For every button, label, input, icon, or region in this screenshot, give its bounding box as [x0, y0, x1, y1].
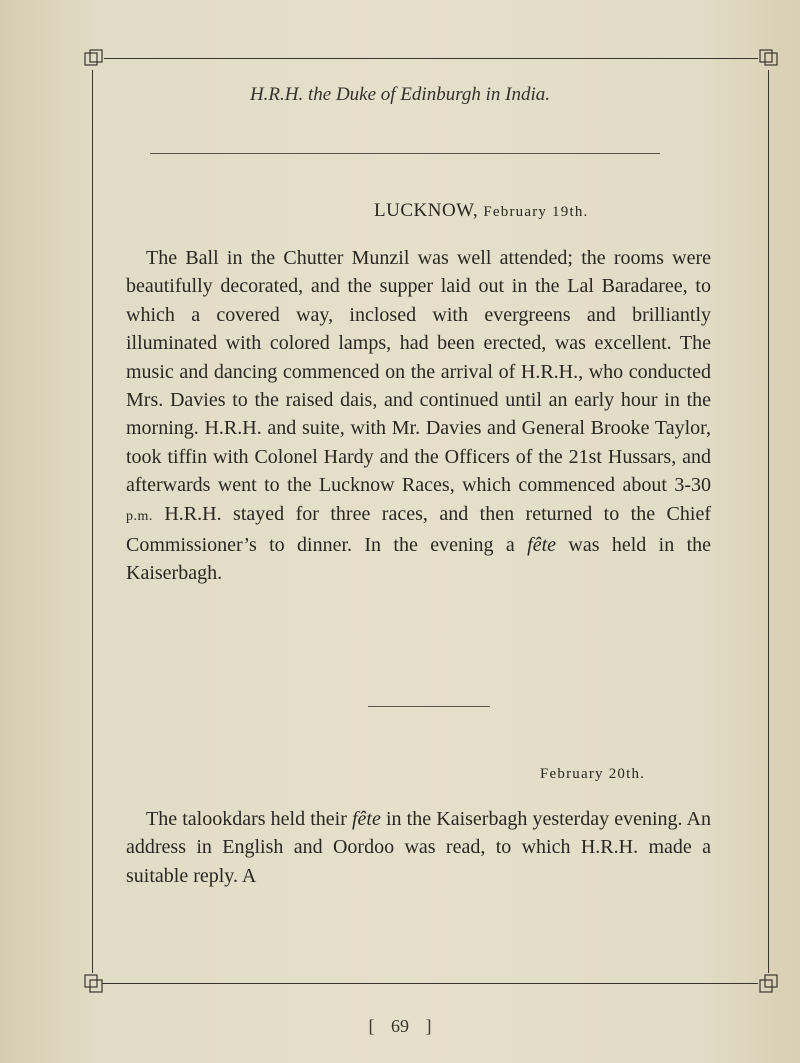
corner-ornament-bottom-left — [84, 974, 104, 994]
header-rule — [150, 153, 660, 154]
running-head: H.R.H. the Duke of Edinburgh in India. — [249, 84, 551, 105]
section-divider-rule — [368, 706, 490, 707]
section-2-dateline — [540, 762, 645, 784]
corner-ornament-top-right — [758, 49, 778, 69]
dateline-place: LUCKNOW, — [374, 200, 479, 221]
section-2-paragraph: The talookdars held their fête in the Kaiserbagh yesterday evening. An address in English and Oordoo was read, to which H.R.H. made a suitable reply. A — [126, 808, 711, 887]
section-1-dateline — [374, 200, 588, 222]
frame-right-rule — [768, 70, 769, 973]
section-1-body — [126, 244, 711, 588]
dateline-date: February 19th. — [483, 204, 589, 220]
corner-ornament-top-left — [84, 49, 104, 69]
frame-left-rule — [92, 70, 93, 973]
frame-bottom-rule — [102, 983, 758, 984]
section-2-body — [126, 805, 711, 890]
page-number: [ 69 ] — [368, 1016, 432, 1036]
dateline-date: February 20th. — [540, 766, 646, 782]
corner-ornament-bottom-right — [758, 974, 778, 994]
frame-top-rule — [104, 58, 758, 59]
section-1-paragraph: The Ball in the Chutter Munzil was well attended; the rooms were beautifully decorated, and the supper laid out in the Lal Baradaree, to which a covered way, inclosed with evergreens and brilliantly illuminated with colored lamps, had been erected, was excellent. The music and dancing commenced on the arrival of H.R.H., who conducted Mrs. Davies to the raised dais, and continued until an early hour in the morning. H.R.H. and suite, with Mr. Davies and General Brooke Taylor, took tiffin with Colonel Hardy and the Officers of the 21st Hussars, and afterwards went to the Lucknow Races, which commenced about 3-30 p.m. H.R.H. stayed for three races, and then returned to the Chief Commissioner’s to dinner. In the evening a fête was held in the Kaiserbagh. — [126, 247, 711, 585]
